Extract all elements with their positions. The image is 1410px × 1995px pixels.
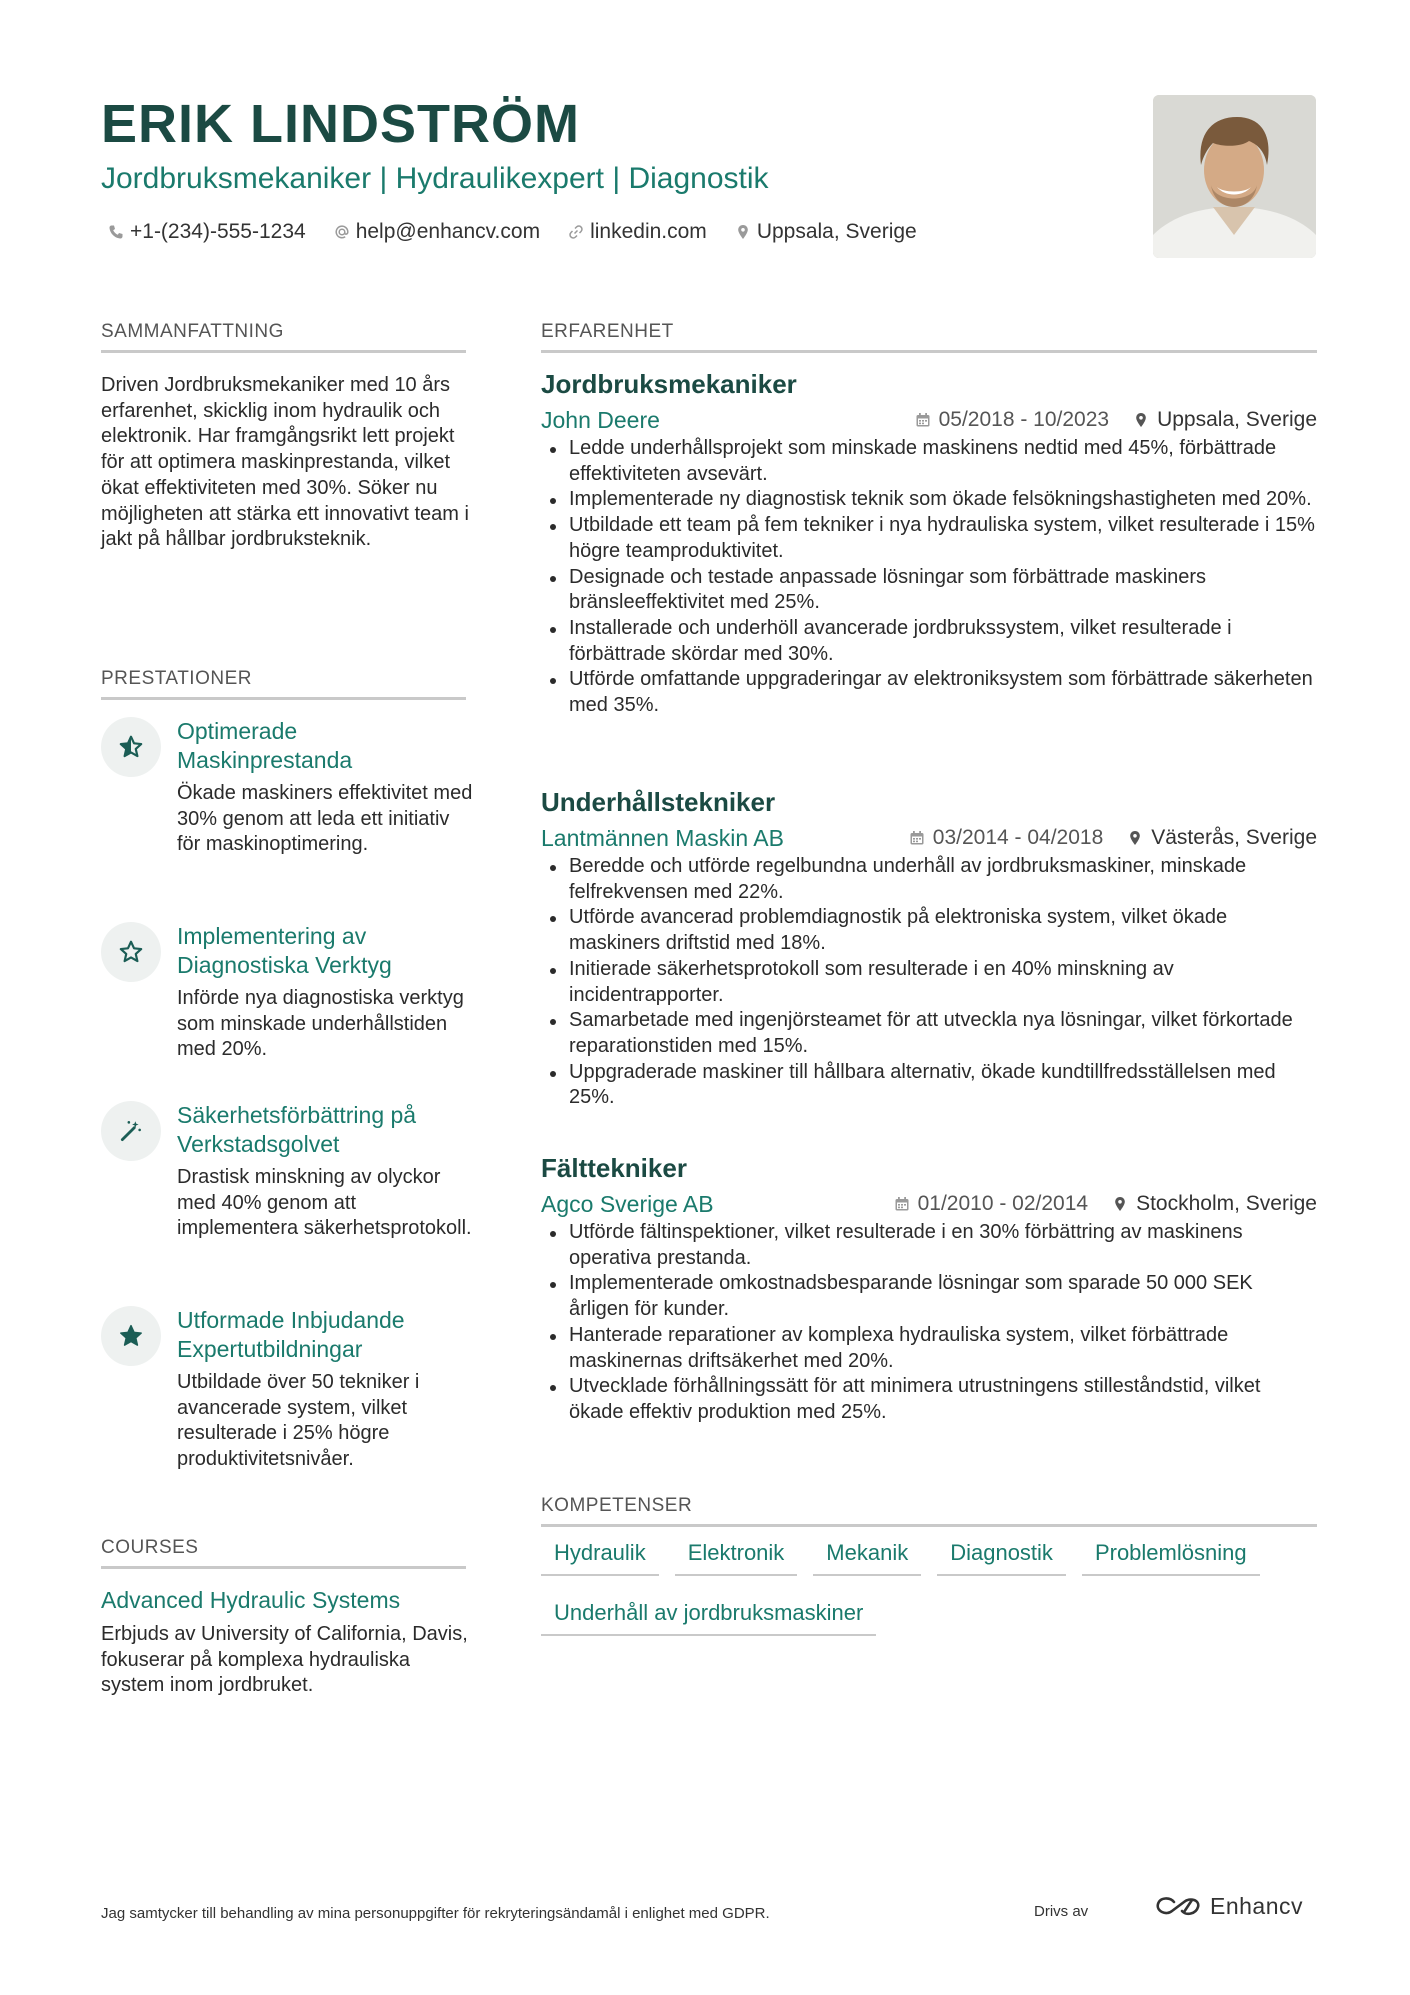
enhancv-logo-text: Enhancv xyxy=(1210,1893,1304,1919)
achievement-title: Utformade Inbjudande Expertutbildningar xyxy=(177,1307,405,1362)
achievement-title: Implementering av Diagnostiska Verktyg xyxy=(177,923,392,978)
location-pin-icon xyxy=(1127,830,1143,846)
location-pin-icon xyxy=(735,224,751,240)
linkedin-text: linkedin.com xyxy=(590,220,707,243)
profile-photo xyxy=(1153,95,1316,258)
location-text: Västerås, Sverige xyxy=(1151,826,1317,849)
bullet-item: Utförde omfattande uppgraderingar av elektroniksystem som förbättrade säkerheten med 35%. xyxy=(569,667,1317,718)
skill-tag: Underhåll av jordbruksmaskiner xyxy=(541,1594,876,1636)
location-text: Uppsala, Sverige xyxy=(756,220,917,243)
job-entry xyxy=(541,368,1317,719)
job-meta xyxy=(541,824,1317,852)
bullet-item: Ledde underhållsprojekt som minskade maskinens nedtid med 45%, förbättrade effektiviteten avsevärt. xyxy=(569,436,1317,487)
bullet-item: Utförde avancerad problemdiagnostik på elektroniska system, vilket ökade maskiners driftstid med 18%. xyxy=(569,905,1317,956)
bullet-item: Implementerade omkostnadsbesparande lösningar som sparade 50 000 SEK årligen för kunder. xyxy=(569,1271,1317,1322)
bullet-item: Initierade säkerhetsprotokoll som resulterade i en 40% minskning av incidentrapporter. xyxy=(569,957,1317,1008)
headline: Jordbruksmekaniker | Hydraulikexpert | Diagnostik xyxy=(101,162,769,195)
bullet-item: Utvecklade förhållningssätt för att minimera utrustningens stilleståndstid, vilket ökade effektiv produktion med 25%. xyxy=(569,1374,1317,1425)
calendar-icon xyxy=(915,412,931,428)
skill-tag: Hydraulik xyxy=(541,1534,659,1576)
bullet-item: Utbildade ett team på fem tekniker i nya hydrauliska system, vilket resulterade i 15% högre teamproduktivitet. xyxy=(569,513,1317,564)
achievement-title: Säkerhetsförbättring på Verkstadsgolvet xyxy=(177,1102,417,1157)
course-title: Advanced Hydraulic Systems xyxy=(101,1587,401,1613)
achievement-desc: Införde nya diagnostiska verktyg som minskade underhållstiden med 20%. xyxy=(177,987,464,1061)
achievement-title: Optimerade Maskinprestanda xyxy=(177,718,353,773)
phone-icon xyxy=(108,224,124,240)
skill-tag: Elektronik xyxy=(675,1534,798,1576)
magic-wand-icon xyxy=(118,1118,144,1144)
date-range: 03/2014 - 04/2018 xyxy=(932,826,1104,849)
star-filled-icon xyxy=(118,1323,144,1349)
calendar-icon xyxy=(894,1196,910,1212)
job-bullets xyxy=(541,854,1317,1111)
powered-by-label: Drivs av xyxy=(1034,1903,1089,1920)
calendar-icon xyxy=(909,830,925,846)
bullet-item: Hanterade reparationer av komplexa hydrauliska system, vilket förbättrade maskinernas driftsäkerhet med 20%. xyxy=(569,1323,1317,1374)
courses-heading: COURSES xyxy=(101,1536,466,1569)
at-icon xyxy=(334,224,350,240)
job-location xyxy=(1127,826,1317,850)
date-range: 01/2010 - 02/2014 xyxy=(917,1192,1089,1215)
location-pin-icon xyxy=(1133,412,1149,428)
job-bullets xyxy=(541,1220,1317,1426)
bullet-item: Implementerade ny diagnostisk teknik som ökade felsökningshastigheten med 20%. xyxy=(569,487,1317,513)
job-meta-right xyxy=(915,408,1317,432)
achievements-heading: PRESTATIONER xyxy=(101,667,466,700)
job-location xyxy=(1133,408,1317,432)
contact-email[interactable] xyxy=(334,220,540,244)
bullet-item: Utförde fältinspektioner, vilket resulterade i en 30% förbättring av maskinens operativa prestanda. xyxy=(569,1220,1317,1271)
contact-phone xyxy=(108,220,306,244)
company-name: Lantmännen Maskin AB xyxy=(541,824,784,851)
summary-heading: SAMMANFATTNING xyxy=(101,320,466,353)
job-meta-right xyxy=(894,1192,1317,1216)
enhancv-logo-icon xyxy=(1154,1894,1202,1920)
date-range: 05/2018 - 10/2023 xyxy=(938,408,1110,431)
email-text: help@enhancv.com xyxy=(355,220,541,243)
link-icon xyxy=(568,224,584,240)
skill-tag: Mekanik xyxy=(813,1534,921,1576)
bullet-item: Designade och testade anpassade lösningar som förbättrade maskiners bränsleeffektivitet med 25%. xyxy=(569,565,1317,616)
bullet-item: Uppgraderade maskiner till hållbara alternativ, ökade kundtillfredsställelsen med 25%. xyxy=(569,1060,1317,1111)
location-text: Uppsala, Sverige xyxy=(1157,408,1317,431)
job-dates xyxy=(894,1192,1088,1216)
job-title: Underhållstekniker xyxy=(541,787,776,817)
achievement-icon-container xyxy=(101,717,161,777)
star-outline-icon xyxy=(118,939,144,965)
job-title: Fälttekniker xyxy=(541,1153,687,1183)
achievement-icon-container xyxy=(101,922,161,982)
experience-heading: ERFARENHET xyxy=(541,320,1317,353)
location-text: Stockholm, Sverige xyxy=(1136,1192,1317,1215)
job-entry xyxy=(541,1152,1317,1426)
achievement-icon-container xyxy=(101,1101,161,1161)
company-name: John Deere xyxy=(541,406,660,433)
job-dates xyxy=(909,826,1103,850)
bullet-item: Installerade och underhöll avancerade jordbrukssystem, vilket resulterade i förbättrade skördar med 30%. xyxy=(569,616,1317,667)
achievement-icon-container xyxy=(101,1306,161,1366)
bullet-item: Samarbetade med ingenjörsteamet för att utveckla nya lösningar, vilket förkortade reparationstiden med 15%. xyxy=(569,1008,1317,1059)
contact-location xyxy=(735,220,917,244)
skills-list xyxy=(541,1534,1317,1636)
achievement-desc: Ökade maskiners effektivitet med 30% genom att leda ett initiativ för maskinoptimering. xyxy=(177,782,473,856)
achievement-desc: Utbildade över 50 tekniker i avancerade system, vilket resulterade i 25% högre produktivitetsnivåer. xyxy=(177,1371,420,1471)
phone-text: +1-(234)-555-1234 xyxy=(130,220,306,243)
star-half-icon xyxy=(118,734,144,760)
enhancv-logo[interactable] xyxy=(1154,1893,1303,1920)
job-bullets xyxy=(541,436,1317,719)
skill-tag: Problemlösning xyxy=(1082,1534,1260,1576)
gdpr-consent: Jag samtycker till behandling av mina personuppgifter för rekryteringsändamål i enlighet med GDPR. xyxy=(101,1905,770,1922)
skill-tag: Diagnostik xyxy=(937,1534,1066,1576)
contact-linkedin[interactable] xyxy=(568,220,707,244)
job-title: Jordbruksmekaniker xyxy=(541,369,797,399)
course-desc: Erbjuds av University of California, Davis, fokuserar på komplexa hydrauliska system inom jordbruket. xyxy=(101,1623,468,1697)
job-location xyxy=(1112,1192,1317,1216)
job-entry xyxy=(541,786,1317,1111)
job-meta xyxy=(541,1190,1317,1218)
job-meta xyxy=(541,406,1317,434)
candidate-name: ERIK LINDSTRÖM xyxy=(101,94,580,154)
summary-text: Driven Jordbruksmekaniker med 10 års erfarenhet, skicklig inom hydraulik och elektronik. Har framgångsrikt lett projekt för att optimera maskinprestanda, vilket ökat effektiviteten med 30%. Söker nu möjligheten att stärka ett innovativt team i jakt på hållbar jordbruksteknik. xyxy=(101,374,469,551)
job-dates xyxy=(915,408,1109,432)
achievement-desc: Drastisk minskning av olyckor med 40% genom att implementera säkerhetsprotokoll. xyxy=(177,1166,472,1240)
job-meta-right xyxy=(909,826,1317,850)
skills-heading: KOMPETENSER xyxy=(541,1494,1317,1527)
company-name: Agco Sverige AB xyxy=(541,1190,714,1217)
contact-row xyxy=(108,220,917,244)
location-pin-icon xyxy=(1112,1196,1128,1212)
bullet-item: Beredde och utförde regelbundna underhåll av jordbruksmaskiner, minskade felfrekvensen med 22%. xyxy=(569,854,1317,905)
